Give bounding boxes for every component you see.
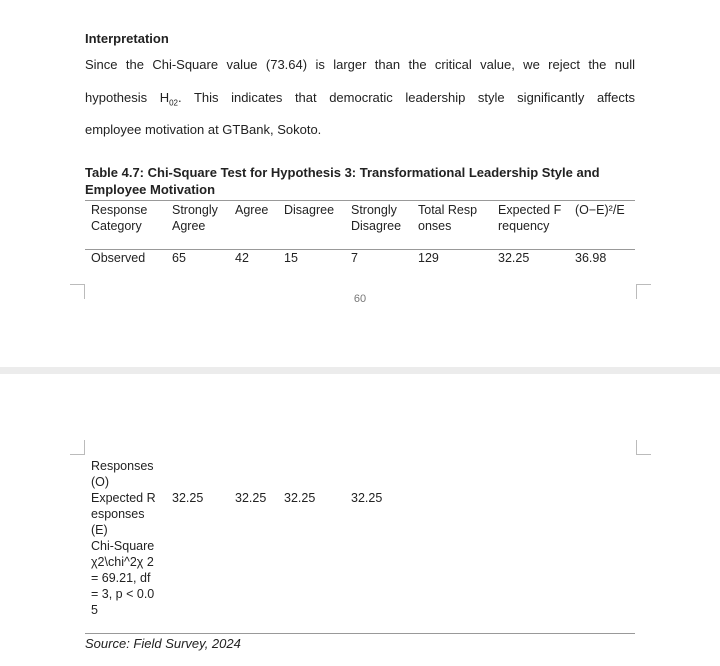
line2-pre: hypothesis H (85, 90, 170, 105)
interpretation-line-1: Since the Chi-Square value (73.64) is larger than the critical value, we reject the null (85, 57, 635, 72)
cell-expected: 32.25 (498, 251, 530, 265)
cell-continued-labels: Responses (O) Expected Responses (E) Chi-Square χ2\chi^2χ 2 = 69.21, df = 3, p < 0.05 (91, 459, 156, 617)
cell-agree: 42 (235, 251, 249, 265)
table-header-row (85, 200, 635, 250)
line2-post: . This indicates that democratic leadership style significantly affects (178, 90, 635, 105)
page-61 (0, 374, 720, 666)
header-strongly-disagree: Strongly Disagree (351, 203, 402, 233)
cell-disagree: 15 (284, 251, 298, 265)
header-agree: Agree (235, 203, 269, 217)
header-chi-component: (O−E)²/E (575, 203, 625, 217)
table-row-continued (85, 457, 635, 634)
header-strongly-agree: Strongly Agree (172, 203, 218, 233)
crop-mark-top-right (636, 440, 651, 455)
header-disagree: Disagree (284, 203, 335, 217)
table-caption: Table 4.7: Chi-Square Test for Hypothesis 3: Transformational Leadership Style and Employee Motivation (85, 165, 600, 197)
cell-expected-agree: 32.25 (235, 491, 267, 505)
cell-strongly-disagree: 7 (351, 251, 358, 265)
header-total-responses: Total Responses (418, 203, 478, 233)
page-number: 60 (353, 293, 367, 305)
header-expected-frequency: Expected Frequency (498, 203, 562, 233)
hypothesis-subscript: 02 (169, 98, 179, 108)
table-row-observed (85, 249, 635, 267)
header-response-category: Response Category (91, 203, 148, 233)
interpretation-line-2 (85, 90, 635, 106)
interpretation-heading: Interpretation (85, 31, 169, 46)
cell-strongly-agree: 65 (172, 251, 186, 265)
interpretation-line-3: employee motivation at GTBank, Sokoto. (85, 122, 322, 137)
table-source: Source: Field Survey, 2024 (85, 636, 241, 651)
page-gap (0, 367, 720, 374)
cell-total: 129 (418, 251, 439, 265)
cell-observed-label: Observed (91, 251, 146, 265)
crop-mark-top-left (70, 440, 85, 455)
cell-expected-strongly-agree: 32.25 (172, 491, 204, 505)
cell-chi-component: 36.98 (575, 251, 607, 265)
cell-expected-disagree: 32.25 (284, 491, 316, 505)
cell-expected-strongly-disagree: 32.25 (351, 491, 383, 505)
